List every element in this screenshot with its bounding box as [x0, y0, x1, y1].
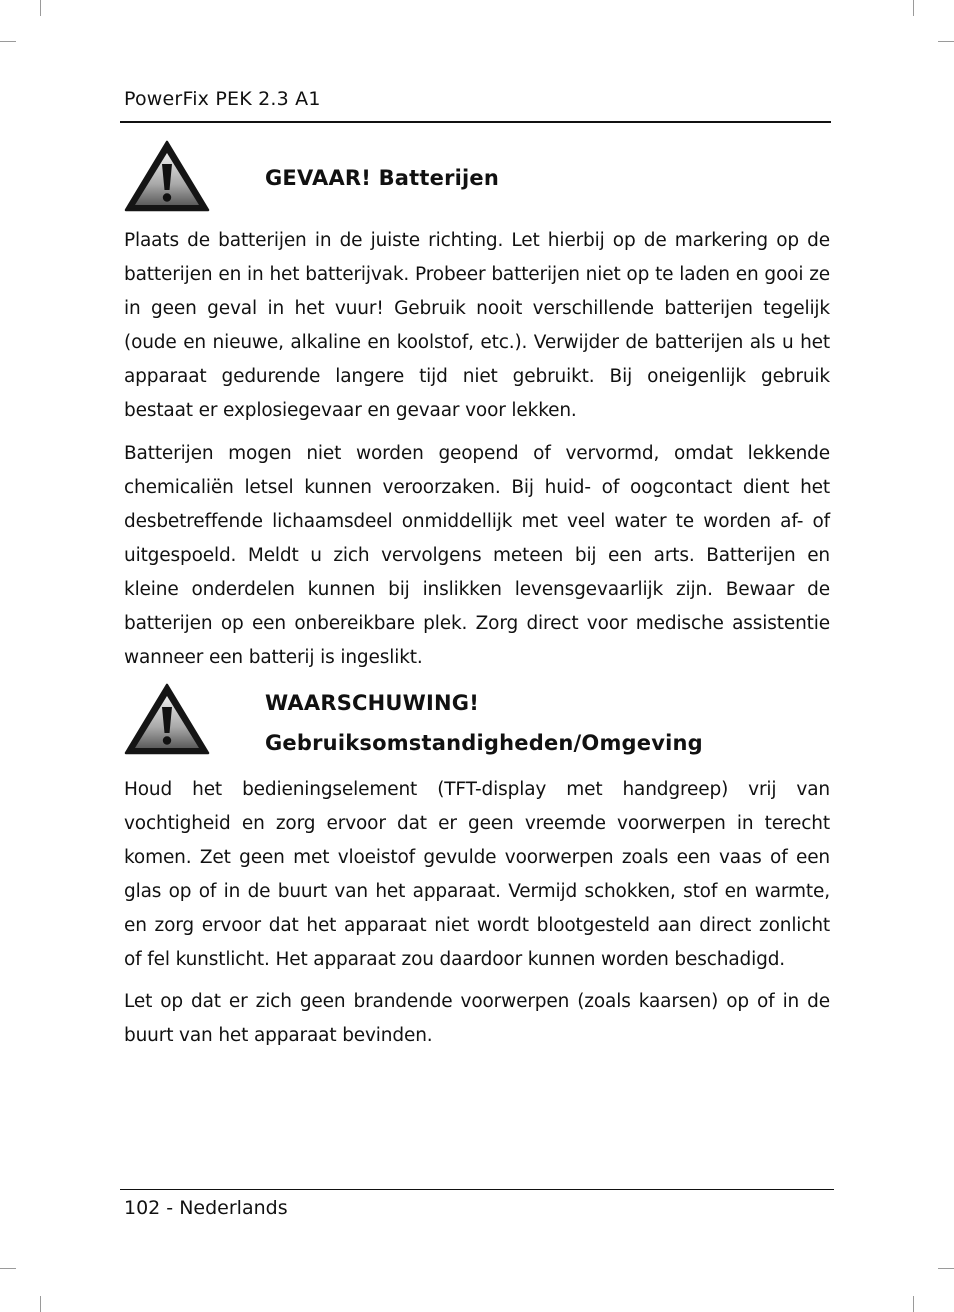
crop-mark	[938, 1268, 954, 1269]
crop-mark	[913, 0, 914, 16]
paragraph: Houd het bedieningselement (TFT-display met handgreep) vrij van vochtigheid en zorg ervoor dat er geen vreemde voorwerpen in terecht komen. Zet geen met vloeistof gevulde voorwerpen zoals een vaas of een glas op of in de buurt van het apparaat. Vermijd schokken, stof en warmte, en zorg ervoor dat het apparaat niet wordt blootgesteld aan direct zonlicht of fel kunstlicht. Het apparaat zou daardoor kunnen worden beschadigd.	[124, 779, 830, 970]
crop-mark	[40, 0, 41, 16]
paragraph: Let op dat er zich geen brandende voorwerpen (zoals kaarsen) op of in de buurt van het apparaat bevinden.	[124, 991, 830, 1046]
heading-line: GEVAAR! Batterijen	[265, 166, 500, 190]
section-heading-danger	[265, 158, 499, 198]
heading-line: WAARSCHUWING!	[265, 691, 480, 715]
footer-divider	[120, 1189, 834, 1190]
crop-mark	[40, 1296, 41, 1312]
section-heading-warning	[265, 683, 703, 763]
crop-mark	[938, 41, 954, 42]
paragraph: Batterijen mogen niet worden geopend of vervormd, omdat lekkende chemicaliën letsel kunnen veroorzaken. Bij huid- of oogcontact dient het desbetreffende lichaamsdeel onmiddellijk met veel water te worden af- of uitgespoeld. Meldt u zich vervolgens meteen bij een arts. Batterijen en kleine onderdelen kunnen bij inslikken levensgevaarlijk zijn. Bewaar de batterijen op een onbereikbare plek. Zorg direct voor medische assistentie wanneer een batterij is ingeslikt.	[124, 443, 830, 668]
crop-mark	[913, 1296, 914, 1312]
heading-line: Gebruiksomstandigheden/Omgeving	[265, 731, 703, 755]
header-divider	[120, 121, 831, 123]
warning-triangle-icon	[124, 683, 210, 755]
crop-mark	[0, 1268, 16, 1269]
crop-mark	[0, 41, 16, 42]
running-header-title: PowerFix PEK 2.3 A1	[124, 88, 321, 110]
warning-triangle-icon	[124, 140, 210, 212]
page-number-label: 102 - Nederlands	[124, 1197, 288, 1219]
paragraph: Plaats de batterijen in de juiste richting. Let hierbij op de markering op de batterijen en in het batterijvak. Probeer batterijen niet op te laden en gooi ze in geen geval in het vuur! Gebruik nooit verschillende batterijen tegelijk (oude en nieuwe, alkaline en koolstof, etc.). Verwijder de batterijen als u het apparaat gedurende langere tijd niet gebruikt. Bij oneigenlijk gebruik bestaat er explosiegevaar en gevaar voor lekken.	[124, 230, 830, 421]
